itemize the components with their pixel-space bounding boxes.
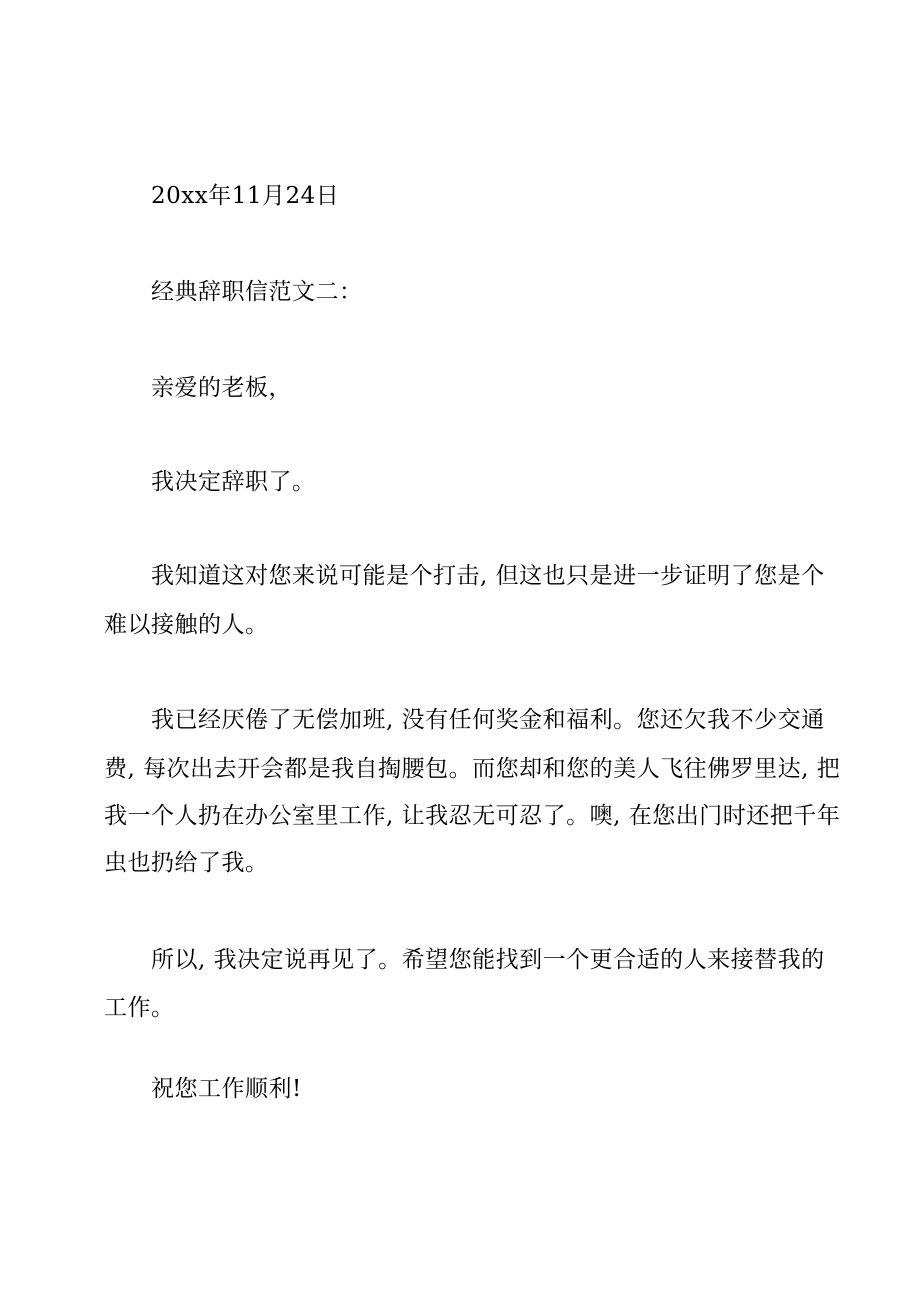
paragraph-3-line-1: 我已经厌倦了无偿加班, 没有任何奖金和福利。您还欠我不少交通 [151, 707, 825, 733]
paragraph-2-line-1: 我知道这对您来说可能是个打击, 但这也只是进一步证明了您是个 [151, 563, 825, 589]
letter-closing: 祝您工作顺利! [151, 1076, 302, 1102]
paragraph-3-line-2: 费, 每次出去开会都是我自掏腰包。而您却和您的美人飞往佛罗里达, 把 [104, 756, 841, 782]
letter-salutation: 亲爱的老板， [151, 375, 292, 401]
paragraph-4-line-2: 工作。 [104, 995, 175, 1021]
letter-heading: 经典辞职信范文二： [151, 279, 363, 305]
paragraph-1: 我决定辞职了。 [151, 469, 316, 495]
paragraph-2-line-2: 难以接触的人。 [104, 612, 269, 638]
letter-date: 20xx年11月24日 [151, 183, 340, 209]
paragraph-3-line-4: 虫也扔给了我。 [104, 850, 269, 876]
paragraph-3-line-3: 我一个人扔在办公室里工作, 让我忍无可忍了。噢, 在您出门时还把千年 [104, 803, 841, 829]
paragraph-4-line-1: 所以, 我决定说再见了。希望您能找到一个更合适的人来接替我的 [151, 947, 825, 973]
